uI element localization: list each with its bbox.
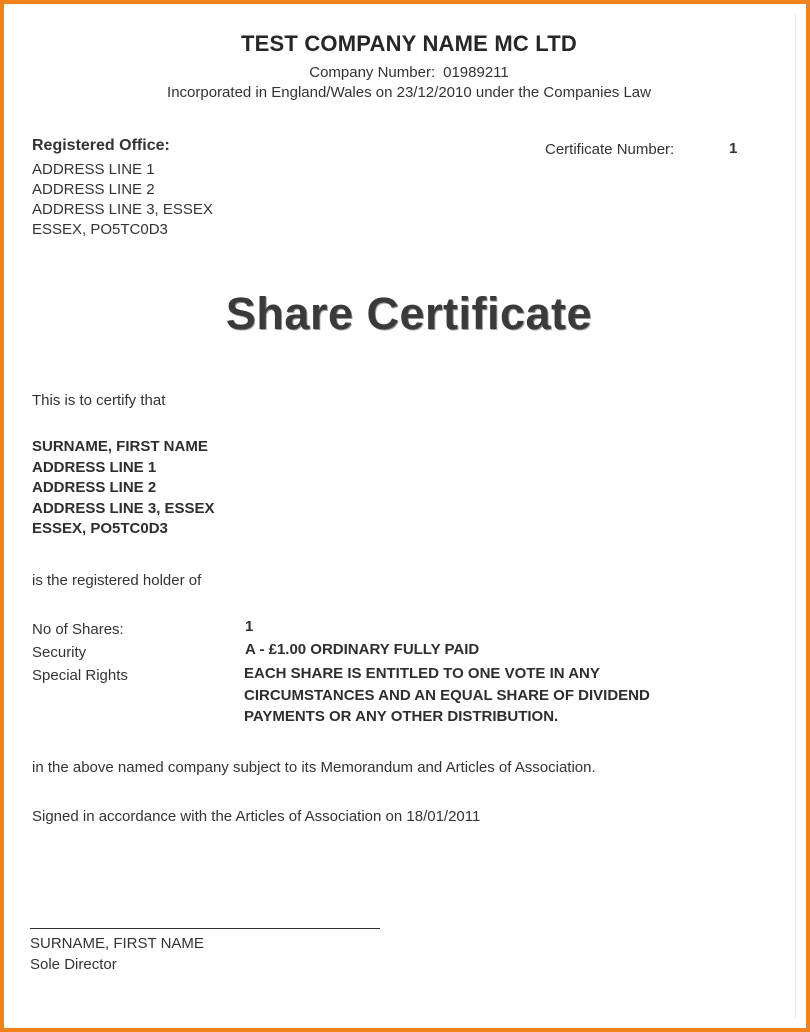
registered-office-line-4: ESSEX, PO5TC0D3 (32, 221, 168, 238)
holder-name: SURNAME, FIRST NAME (32, 438, 208, 455)
holder-address-line-2: ADDRESS LINE 2 (32, 479, 157, 496)
signed-text: Signed in accordance with the Articles of Association on 18/01/2011 (32, 808, 481, 825)
special-rights-text (244, 663, 744, 728)
signature-line (30, 928, 380, 929)
registered-office-line-1: ADDRESS LINE 1 (32, 161, 155, 178)
certificate-number-label: Certificate Number: (545, 141, 675, 158)
special-rights-line-3: PAYMENTS OR ANY OTHER DISTRIBUTION. (244, 708, 559, 725)
company-number: 01989211 (443, 64, 509, 81)
holder-address-line-3: ADDRESS LINE 3, ESSEX (32, 499, 215, 517)
registered-office (32, 136, 213, 240)
shares-count-label: No of Shares: (32, 621, 124, 638)
special-rights-line-1: EACH SHARE IS ENTITLED TO ONE VOTE IN ANY (244, 665, 600, 682)
holder-address-line-1: ADDRESS LINE 1 (32, 458, 157, 476)
company-number-line (4, 64, 810, 81)
security-value: A - £1.00 ORDINARY FULLY PAID (245, 641, 480, 658)
registered-office-line-3: ADDRESS LINE 3, ESSEX (32, 201, 213, 218)
subject-text: in the above named company subject to its Memorandum and Articles of Association. (32, 759, 596, 776)
special-rights-label: Special Rights (32, 667, 128, 684)
signatory-role: Sole Director (30, 956, 117, 973)
holder-block (32, 437, 215, 540)
holder-address-line-4: ESSEX, PO5TC0D3 (32, 520, 168, 537)
registered-office-heading: Registered Office: (32, 137, 170, 154)
registered-office-line-2: ADDRESS LINE 2 (32, 181, 155, 198)
company-number-label: Company Number: (309, 64, 436, 81)
certificate-number: 1 (729, 140, 738, 157)
special-rights-line-2: CIRCUMSTANCES AND AN EQUAL SHARE OF DIVIDEND (244, 686, 650, 704)
certify-text: This is to certify that (32, 392, 166, 409)
company-name: TEST COMPANY NAME MC LTD (240, 31, 577, 56)
security-label: Security (32, 644, 87, 661)
shares-count: 1 (245, 618, 254, 635)
incorporation-statement: Incorporated in England/Wales on 23/12/2010 under the Companies Law (167, 84, 651, 101)
signatory-name: SURNAME, FIRST NAME (30, 935, 204, 952)
registered-holder-text: is the registered holder of (32, 572, 202, 589)
page-edge-line (795, 14, 796, 1018)
signatory-block (30, 933, 204, 975)
document-title: Share Certificate (225, 288, 593, 339)
